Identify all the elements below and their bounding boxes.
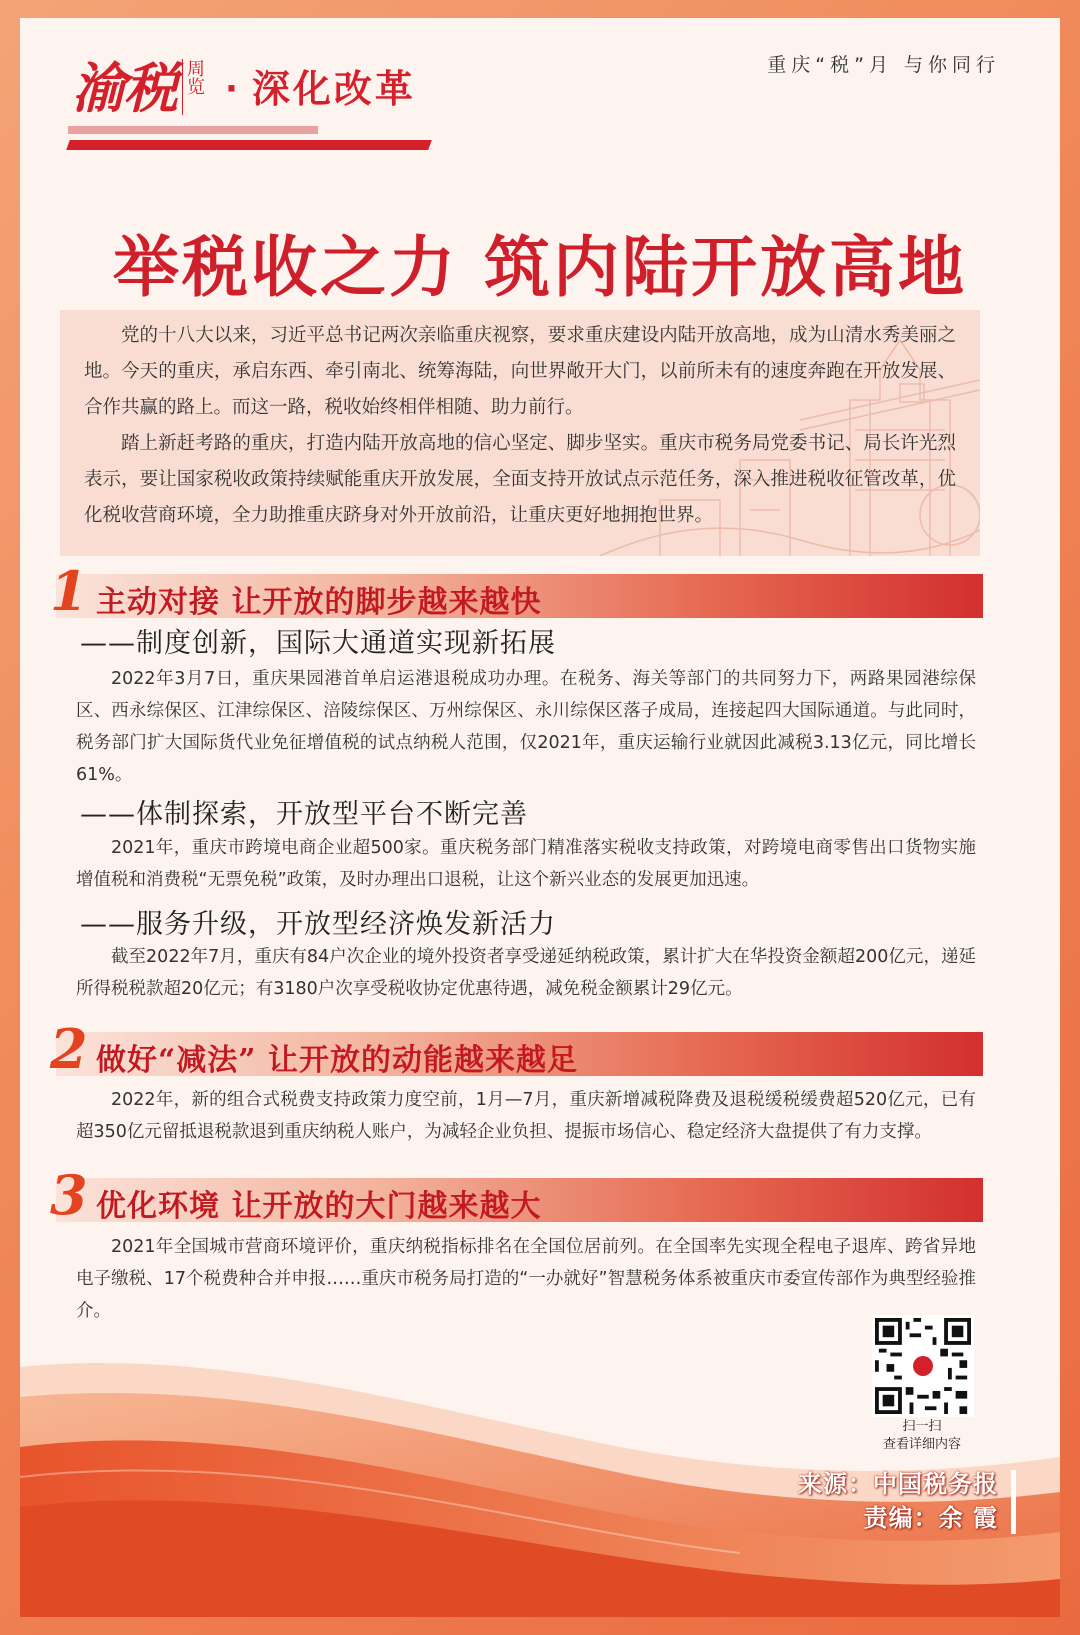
brand-header (72, 56, 416, 120)
section-1-number: 1 (50, 559, 88, 623)
intro-paragraph-2: 踏上新赶考路的重庆，打造内陆开放高地的信心坚定、脚步坚实。重庆市税务局党委书记、局长许光烈表示，要让国家税收政策持续赋能重庆开放发展，全面支持开放试点示范任务，深入推进税收征管改革，优化税收营商环境，全力助推重庆跻身对外开放前沿，让重庆更好地拥抱世界。 (84, 433, 956, 526)
section-1-subhead-3: ——服务升级，开放型经济焕发新活力 (80, 909, 556, 940)
section-3-banner (50, 1163, 983, 1227)
qr-code-icon (875, 1318, 971, 1414)
intro-box (60, 310, 980, 556)
section-2-banner (50, 1017, 983, 1081)
page-title: 举税收之力 筑内陆开放高地 (113, 229, 967, 306)
editor-credit: 责编：余 霞 (863, 1504, 998, 1532)
brand-logo: 渝税 (72, 56, 176, 120)
header-red-bar (66, 140, 432, 150)
section-1-banner (50, 559, 983, 623)
section-3-title: 优化环境 让开放的大门越来越大 (96, 1189, 542, 1224)
qr-code[interactable] (872, 1315, 974, 1417)
intro-paragraph-1: 党的十八大以来，习近平总书记两次亲临重庆视察，要求重庆建设内陆开放高地，成为山清水秀美丽之地。今天的重庆，承启东西、牵引南北、统筹海陆，向世界敞开大门，以前所未有的速度奔跑在开放发展、合作共赢的路上。而这一路，税收始终相伴相随、助力前行。 (84, 325, 956, 418)
section-1-paragraph-2: 2021年，重庆市跨境电商企业超500家。重庆税务部门精准落实税收支持政策，对跨境电商零售出口货物实施增值税和消费税“无票免税”政策，及时办理出口退税，让这个新兴业态的发展更加迅速。 (76, 838, 976, 890)
qr-caption-line-1: 扫一扫 (902, 1419, 942, 1434)
brand-weekly-tag: 周览 (182, 59, 203, 115)
section-2-number: 2 (50, 1017, 88, 1081)
section-3-paragraph: 2021年全国城市营商环境评价，重庆纳税指标排名在全国位居前列。在全国率先实现全程电子退库、跨省异地电子缴税、17个税费种合并申报……重庆市税务局打造的“一办就好”智慧税务体系被重庆市委宣传部作为典型经验推介。 (76, 1237, 976, 1321)
footer-accent-bar (1011, 1470, 1016, 1534)
source-credit: 来源：中国税务报 (798, 1470, 998, 1498)
brand-separator: · (225, 69, 238, 109)
section-3-number: 3 (50, 1163, 88, 1227)
section-1-subhead-1: ——制度创新，国际大通道实现新拓展 (80, 628, 556, 659)
section-2-paragraph: 2022年，新的组合式税费支持政策力度空前，1月—7月，重庆新增减税降费及退税缓税缓费超520亿元，已有超350亿元留抵退税款退到重庆纳税人账户，为减轻企业负担、提振市场信心、稳定经济大盘提供了有力支撑。 (76, 1090, 976, 1142)
slogan: 重庆“税”月 与你同行 (767, 54, 1000, 76)
section-1-paragraph-3: 截至2022年7月，重庆有84户次企业的境外投资者享受递延纳税政策，累计扩大在华投资金额超200亿元，递延所得税税款超20亿元；有3180户次享受税收协定优惠待遇，减免税金额累计29亿元。 (76, 947, 976, 999)
section-1-paragraph-1: 2022年3月7日，重庆果园港首单启运港退税成功办理。在税务、海关等部门的共同努力下，两路果园港综保区、西永综保区、江津综保区、涪陵综保区、万州综保区、永川综保区落子成局，连接起四大国际通道。与此同时，税务部门扩大国际货代业免征增值税的试点纳税人范围，仅2021年，重庆运输行业就因此减税3.13亿元，同比增长61%。 (76, 669, 976, 785)
section-name: 深化改革 (251, 67, 416, 111)
section-1-subhead-2: ——体制探索，开放型平台不断完善 (80, 799, 528, 830)
section-2-title: 做好“减法” 让开放的动能越来越足 (96, 1043, 578, 1078)
qr-caption-line-2: 查看详细内容 (882, 1437, 961, 1452)
qr-caption (842, 1418, 1002, 1454)
section-1-title: 主动对接 让开放的脚步越来越快 (96, 585, 542, 620)
poster (20, 18, 1060, 1617)
header-decor-bar (68, 126, 318, 134)
